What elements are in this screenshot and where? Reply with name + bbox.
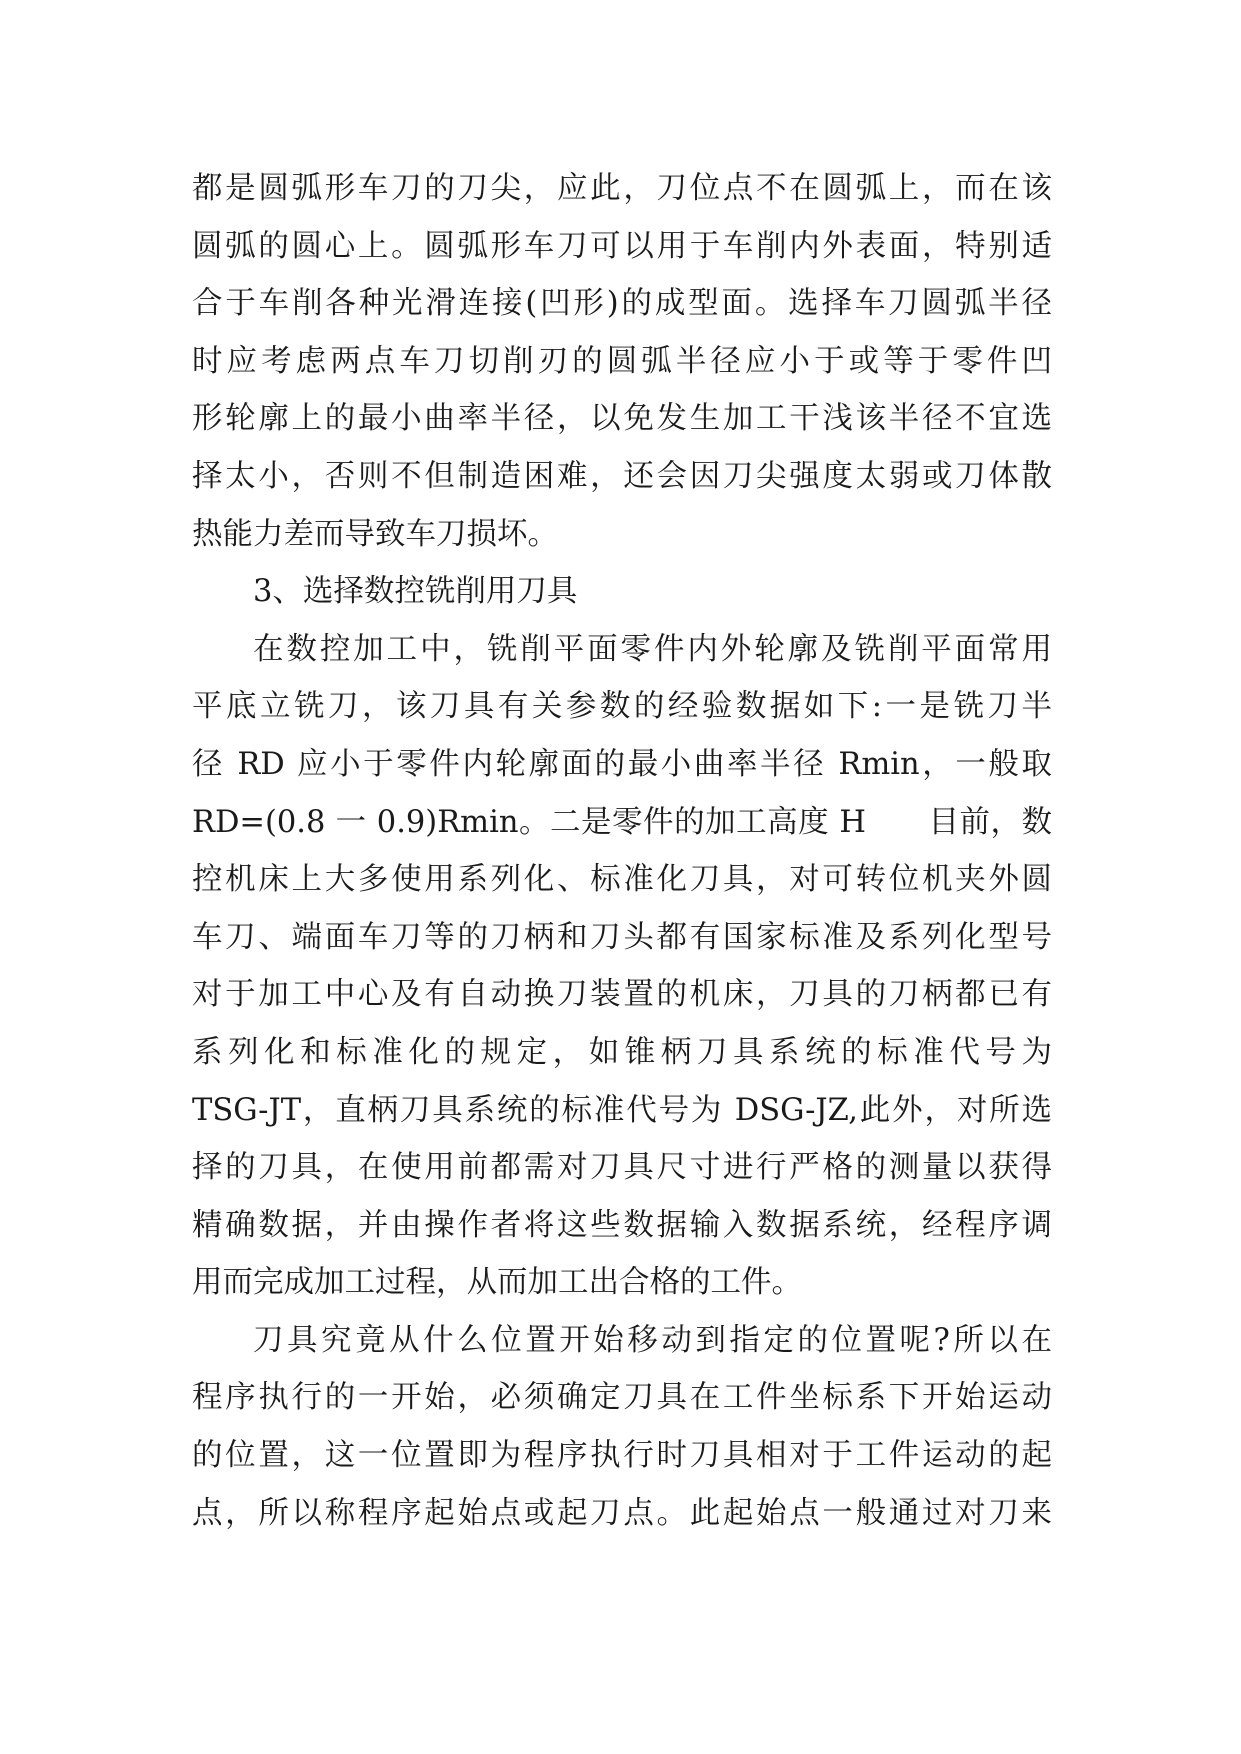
text-line: 程序执行的一开始，必须确定刀具在工件坐标系下开始运动 <box>192 1380 1052 1416</box>
text-line: 用而完成加工过程，从而加工出合格的工件。 <box>192 1265 802 1301</box>
text-line: 径 RD 应小于零件内轮廓面的最小曲率半径 Rmin，一般取 <box>192 746 1052 782</box>
text-line: 的位置，这一位置即为程序执行时刀具相对于工件运动的起 <box>192 1438 1052 1474</box>
body-text <box>192 160 1052 1542</box>
text-line: 合于车削各种光滑连接(凹形)的成型面。选择车刀圆弧半径 <box>192 286 1052 322</box>
text-line: 车刀、端面车刀等的刀柄和刀头都有国家标准及系列化型号 <box>192 919 1052 955</box>
text-line: 择太小，否则不但制造困难，还会因刀尖强度太弱或刀体散 <box>192 458 1052 494</box>
text-line: 系列化和标准化的规定，如锥柄刀具系统的标准代号为 <box>192 1034 1052 1070</box>
text-line: RD=(0.8 一 0.9)Rmin。二是零件的加工高度 H 目前，数 <box>192 804 1052 840</box>
text-line: 都是圆弧形车刀的刀尖，应此，刀位点不在圆弧上，而在该 <box>192 171 1052 206</box>
text-line: 平底立铣刀，该刀具有关参数的经验数据如下:一是铣刀半 <box>192 689 1052 725</box>
text-line: TSG-JT，直柄刀具系统的标准代号为 DSG-JZ,此外，对所选 <box>192 1092 1052 1128</box>
section-heading: 3、选择数控铣削用刀具 <box>253 574 578 610</box>
text-line: 择的刀具，在使用前都需对刀具尺寸进行严格的测量以获得 <box>192 1150 1052 1186</box>
text-line: 热能力差而导致车刀损坏。 <box>192 516 558 552</box>
text-line: 对于加工中心及有自动换刀装置的机床，刀具的刀柄都已有 <box>192 977 1052 1013</box>
text-line: 在数控加工中，铣削平面零件内外轮廓及铣削平面常用 <box>253 631 1052 667</box>
text-line: 精确数据，并由操作者将这些数据输入数据系统，经程序调 <box>192 1207 1052 1243</box>
text-line: 点，所以称程序起始点或起刀点。此起始点一般通过对刀来 <box>192 1495 1052 1531</box>
text-line: 圆弧的圆心上。圆弧形车刀可以用于车削内外表面，特别适 <box>192 228 1052 264</box>
text-line: 时应考虑两点车刀切削刃的圆弧半径应小于或等于零件凹 <box>192 343 1052 379</box>
text-line: 刀具究竟从什么位置开始移动到指定的位置呢?所以在 <box>253 1322 1052 1358</box>
text-line: 控机床上大多使用系列化、标准化刀具，对可转位机夹外圆 <box>192 862 1052 898</box>
text-line: 形轮廓上的最小曲率半径，以免发生加工干浅该半径不宜选 <box>192 401 1052 437</box>
